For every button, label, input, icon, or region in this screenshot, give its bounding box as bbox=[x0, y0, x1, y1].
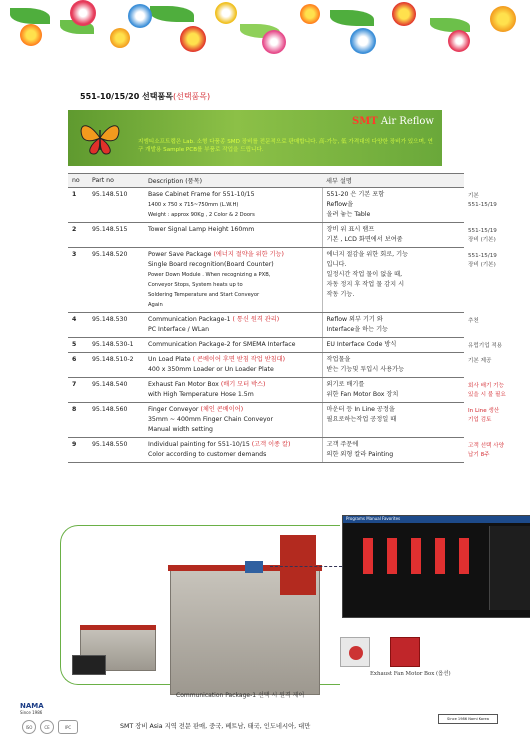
side-note: 회사 배기 기능 있을 시 불 필요 bbox=[468, 382, 506, 398]
row-description bbox=[144, 353, 322, 378]
row-description bbox=[144, 248, 322, 313]
table-row bbox=[68, 313, 464, 338]
detail-line: 에너지 절감을 위한 회로, 기능 bbox=[326, 251, 409, 258]
row-no: 2 bbox=[68, 223, 88, 248]
row-detail bbox=[322, 248, 464, 313]
package-caption: Communication Package-1 선택 시 원격 제어 bbox=[176, 692, 305, 699]
desc-line: Color according to customer demands bbox=[148, 451, 267, 458]
row-no: 4 bbox=[68, 313, 88, 338]
row-detail bbox=[322, 338, 464, 353]
header-description: Description (품목) bbox=[144, 174, 322, 188]
row-description bbox=[144, 438, 322, 463]
detail-line: 일정시간 작업 물이 없을 때, bbox=[326, 271, 403, 278]
row-description bbox=[144, 223, 322, 248]
row-part-no: 95.148.510-2 bbox=[88, 353, 144, 378]
desc-line: Single Board recognition(Board Counter) bbox=[148, 261, 274, 268]
side-note: 고객 선택 사양 납기 8주 bbox=[468, 442, 504, 458]
side-note: 추천 bbox=[468, 317, 479, 324]
detail-line: 의한 외형 칼라 Painting bbox=[326, 451, 394, 458]
detail-line: 551-20 은 기본 포함 bbox=[326, 191, 385, 198]
side-note: 551-15/19 장비 (기본) bbox=[468, 252, 497, 268]
table-row bbox=[68, 353, 464, 378]
desc-korean-note: (고객 이종 칼) bbox=[251, 441, 291, 448]
table-row bbox=[68, 378, 464, 403]
row-description bbox=[144, 378, 322, 403]
desc-korean-note: (배기 모터 박스) bbox=[220, 381, 266, 388]
tablet-image bbox=[72, 655, 106, 675]
row-detail bbox=[322, 438, 464, 463]
detail-line: 작동 기능. bbox=[326, 291, 355, 298]
header-detail: 세부 설명 bbox=[322, 174, 464, 188]
row-no: 6 bbox=[68, 353, 88, 378]
row-detail bbox=[322, 188, 464, 223]
desc-line: Conveyor Stops, System heats up to bbox=[148, 282, 243, 288]
desc-line: Tower Signal Lamp Height 160mm bbox=[148, 226, 255, 233]
row-no: 9 bbox=[68, 438, 88, 463]
header-part-no: Part no bbox=[88, 174, 144, 188]
detail-line: 올려 놓는 Table bbox=[326, 211, 371, 218]
iso-cert-icon: ISO bbox=[22, 720, 36, 734]
desc-korean-note: (에너지 절약을 위한 기능) bbox=[213, 251, 284, 258]
table-header-row bbox=[68, 174, 464, 188]
ipc-cert-icon: IPC bbox=[58, 720, 78, 734]
table-row bbox=[68, 338, 464, 353]
screen-pointer-arrow bbox=[270, 566, 342, 567]
fan-box-white-image bbox=[340, 637, 370, 667]
side-note: 551-15/19 장비 (기본) bbox=[468, 227, 497, 243]
ce-cert-icon: CE bbox=[40, 720, 54, 734]
control-software-screenshot bbox=[342, 515, 530, 618]
desc-line: with High Temperature Hose 1.5m bbox=[148, 391, 254, 398]
desc-head: Exhaust Fan Motor Box bbox=[148, 381, 219, 388]
detail-line: EU Interface Code 방식 bbox=[326, 341, 397, 348]
detail-line: 자동 정지 후 작업 물 감지 시 bbox=[326, 281, 405, 288]
row-part-no: 95.148.520 bbox=[88, 248, 144, 313]
side-note: 유럽기업 적용 bbox=[468, 342, 503, 349]
side-note: 기본 551-15/19 bbox=[468, 192, 497, 208]
footer-badge: Since 1986 Nami Korea bbox=[438, 714, 498, 724]
company-logo bbox=[20, 702, 44, 715]
row-part-no: 95.148.515 bbox=[88, 223, 144, 248]
detail-line: Reflow을 bbox=[326, 201, 354, 208]
row-description bbox=[144, 188, 322, 223]
table-row bbox=[68, 223, 464, 248]
desc-line: PC Interface / WLan bbox=[148, 326, 210, 333]
desc-line: Power Down Module . When recognizing a PXB, bbox=[148, 272, 271, 278]
detail-line: 장비 위 표시 램프 bbox=[326, 226, 375, 233]
row-no: 7 bbox=[68, 378, 88, 403]
row-part-no: 95.148.530 bbox=[88, 313, 144, 338]
row-detail bbox=[322, 223, 464, 248]
row-detail bbox=[322, 313, 464, 338]
side-note: In Line 생산 기업 검토 bbox=[468, 407, 500, 423]
header-no: no bbox=[68, 174, 88, 188]
row-part-no: 95.148.550 bbox=[88, 438, 144, 463]
machine-touchscreen-image bbox=[245, 561, 263, 573]
row-no: 1 bbox=[68, 188, 88, 223]
flower-header-decoration bbox=[0, 0, 530, 70]
detail-line: Interface을 하는 기능 bbox=[326, 326, 389, 333]
desc-line: 400 x 350mm Loader or Un Loader Plate bbox=[148, 366, 274, 373]
detail-line: 위한 Fan Motor Box 장치 bbox=[326, 391, 399, 398]
options-table bbox=[68, 173, 464, 463]
banner-description: 지엠티소프트랩은 Lab. 소형 다품종 SMD 장비를 전문적으로 판매합니다. 高-가능, 低 가격대의 다양한 장비가 있으며, 연구 개발용 Sample PCB를 부품로 작업을 드립니다. bbox=[138, 139, 433, 153]
row-detail bbox=[322, 353, 464, 378]
brand-smt: SMT bbox=[352, 116, 378, 127]
row-part-no: 95.148.510 bbox=[88, 188, 144, 223]
desc-line: Weight : approx 90Kg , 2 Color & 2 Doors bbox=[148, 212, 255, 218]
footer-text: SMT 장비 Asia 지역 전문 판매, 중국, 베트남, 태국, 인도네시아, 대만 bbox=[120, 723, 311, 730]
product-banner bbox=[68, 110, 442, 166]
detail-line: 외기로 배기를 bbox=[326, 381, 365, 388]
logo-since: Since 1986 bbox=[20, 710, 43, 715]
fan-caption: Exhaust Fan Motor Box (옵션) bbox=[370, 671, 451, 677]
row-description bbox=[144, 313, 322, 338]
title-option: (선택품목) bbox=[172, 92, 211, 101]
fan-box-red-image bbox=[390, 637, 420, 667]
detail-line: 기본 , LCD 화면에서 보여줌 bbox=[326, 236, 403, 243]
desc-line: 35mm ~ 400mm Finger Chain Conveyor bbox=[148, 416, 273, 423]
desc-korean-note: (체인 콘베이어) bbox=[200, 406, 244, 413]
table-row bbox=[68, 438, 464, 463]
table-row bbox=[68, 248, 464, 313]
table-row bbox=[68, 403, 464, 438]
row-description bbox=[144, 338, 322, 353]
side-note: 기본 제공 bbox=[468, 357, 492, 364]
detail-line: 고객 주문에 bbox=[326, 441, 359, 448]
brand-name: Air Reflow bbox=[377, 116, 434, 127]
desc-head: Individual painting for 551-10/15 bbox=[148, 441, 250, 448]
desc-line: 1400 x 750 x 715~750mm (L.W.H) bbox=[148, 202, 239, 208]
row-part-no: 95.148.560 bbox=[88, 403, 144, 438]
desc-line: Base Cabinet Frame for 551-10/15 bbox=[148, 191, 255, 198]
row-detail bbox=[322, 403, 464, 438]
banner-brand bbox=[352, 116, 434, 127]
desc-line: Soldering Temperature and Start Conveyor bbox=[148, 292, 260, 298]
desc-head: Power Save Package bbox=[148, 251, 212, 258]
row-no: 3 bbox=[68, 248, 88, 313]
logo-text: NAMA bbox=[20, 702, 44, 710]
desc-head: Communication Package-1 bbox=[148, 316, 231, 323]
desc-line: Manual width setting bbox=[148, 426, 213, 433]
row-description bbox=[144, 403, 322, 438]
desc-korean-note: ( 통신 원격 관리) bbox=[232, 316, 280, 323]
row-no: 8 bbox=[68, 403, 88, 438]
desc-korean-note: ( 콘베이어 후면 받침 작업 받침대) bbox=[192, 356, 286, 363]
detail-line: 마운터 등 In Line 공정을 bbox=[326, 406, 395, 413]
table-row bbox=[68, 188, 464, 223]
desc-line: Again bbox=[148, 302, 163, 308]
detail-line: Reflow 외부 기기 와 bbox=[326, 316, 383, 323]
row-part-no: 95.148.540 bbox=[88, 378, 144, 403]
row-detail bbox=[322, 378, 464, 403]
row-part-no: 95.148.530-1 bbox=[88, 338, 144, 353]
title-main: 551-10/15/20 선택품목 bbox=[80, 92, 173, 101]
desc-line: Communication Package-2 for SMEMA Interface bbox=[148, 341, 296, 348]
butterfly-icon bbox=[78, 118, 122, 158]
detail-line: 받는 기능및 투입시 사용가능 bbox=[326, 366, 405, 373]
desc-head: Un Load Plate bbox=[148, 356, 191, 363]
detail-line: 필요로하는작업 공정일 때 bbox=[326, 416, 397, 423]
detail-line: 작업물을 bbox=[326, 356, 351, 363]
row-no: 5 bbox=[68, 338, 88, 353]
page-title bbox=[80, 91, 210, 102]
screen-title-bar: Programs Manual Favorites bbox=[343, 516, 530, 523]
detail-line: 입니다. bbox=[326, 261, 347, 268]
desc-head: Finger Conveyor bbox=[148, 406, 199, 413]
